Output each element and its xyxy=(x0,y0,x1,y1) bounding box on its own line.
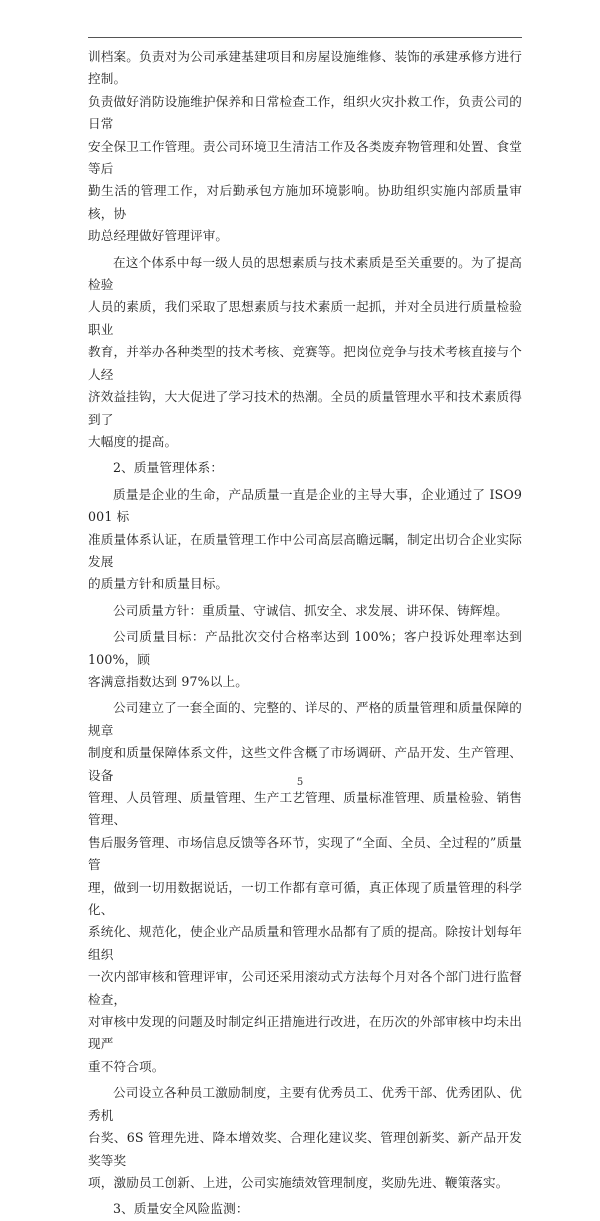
text-line: 管理、人员管理、质量管理、生产工艺管理、质量标准管理、质量检验、销售管理、 xyxy=(88,790,522,828)
text-line: 2、质量管理体系： xyxy=(113,460,224,476)
text-line: 公司建立了一套全面的、完整的、详尽的、严格的质量管理和质量保障的规章 xyxy=(88,700,522,738)
text-line: 重不符合项。 xyxy=(88,1058,165,1074)
text-line: 安全保卫工作管理。责公司环境卫生清洁工作及各类废弃物管理和处置、食堂等后 xyxy=(88,138,522,177)
header-rule xyxy=(88,37,522,38)
text-line: 理，做到一切用数据说话，一切工作都有章可循，真正体现了质量管理的科学化、 xyxy=(88,879,522,918)
paragraph-quality-lifeline xyxy=(88,484,522,596)
page-number: 5 xyxy=(296,777,304,788)
text-line: 制度和质量保障体系文件，这些文件含概了市场调研、产品开发、生产管理、设备 xyxy=(88,745,522,783)
text-line: 教育，并举办各种类型的技术考核、竞赛等。把岗位竞争与技术考核直接与个人经 xyxy=(88,344,522,382)
text-line: 助总经理做好管理评审。 xyxy=(88,228,229,244)
section-heading-risk-monitoring xyxy=(88,1198,522,1220)
text-line: 勤生活的管理工作，对后勤承包方施加环境影响。协助组织实施内部质量审核，协 xyxy=(88,183,522,221)
paragraph-duties xyxy=(88,46,522,248)
text-line: 公司质量目标：产品批次交付合格率达到 100%；客户投诉处理率达到 100%，顾 xyxy=(88,629,522,667)
document-body xyxy=(88,46,522,1221)
text-line: 质量是企业的生命，产品质量一直是企业的主导大事，企业通过了 ISO9001 标 xyxy=(88,486,522,525)
text-line: 客满意指数达到 97%以上。 xyxy=(88,673,249,689)
text-line: 大幅度的提高。 xyxy=(88,433,178,449)
paragraph-quality-policy xyxy=(88,600,522,622)
text-line: 在这个体系中每一级人员的思想素质与技术素质是至关重要的。为了提高检验 xyxy=(88,254,522,293)
text-line: 台奖、6S 管理先进、降本增效奖、合理化建议奖、管理创新奖、新产品开发奖等奖 xyxy=(88,1130,522,1168)
text-line: 售后服务管理、市场信息反馈等各环节，实现了“全面、全员、全过程的”质量管 xyxy=(88,834,522,873)
text-line: 准质量体系认证，在质量管理工作中公司高层高瞻远瞩，制定出切合企业实际发展 xyxy=(88,531,522,569)
text-line: 训档案。负责对为公司承建基建项目和房屋设施维修、装饰的承建承修方进行控制。 xyxy=(88,49,522,87)
text-line: 公司质量方针：重质量、守诚信、抓安全、求发展、讲环保、铸辉煌。 xyxy=(113,602,509,618)
text-line: 对审核中发现的问题及时制定纠正措施进行改进，在历次的外部审核中均未出现严 xyxy=(88,1014,522,1052)
text-line: 济效益挂钩，大大促进了学习技术的热潮。全员的质量管理水平和技术素质得到了 xyxy=(88,389,522,427)
section-heading-quality-system xyxy=(88,457,522,479)
paragraph-quality-regulations xyxy=(88,697,522,1078)
text-line: 公司设立各种员工激励制度，主要有优秀员工、优秀干部、优秀团队、优秀机 xyxy=(88,1085,522,1123)
text-line: 3、质量安全风险监测： xyxy=(113,1201,249,1217)
text-line: 负责做好消防设施维护保养和日常检查工作，组织火灾扑救工作，负责公司的日常 xyxy=(88,93,522,132)
paragraph-incentives xyxy=(88,1082,522,1194)
text-line: 的质量方针和质量目标。 xyxy=(88,576,229,592)
text-line: 一次内部审核和管理评审，公司还采用滚动式方法每个月对各个部门进行监督检查， xyxy=(88,969,522,1007)
paragraph-staff-quality xyxy=(88,252,522,454)
text-line: 系统化、规范化，使企业产品质量和管理水品都有了质的提高。除按计划每年组织 xyxy=(88,924,522,962)
text-line: 项，激励员工创新、上进，公司实施绩效管理制度，奖励先进、鞭策落实。 xyxy=(88,1174,509,1190)
paragraph-quality-goals xyxy=(88,626,522,693)
text-line: 人员的素质，我们采取了思想素质与技术素质一起抓，并对全员进行质量检验职业 xyxy=(88,299,522,337)
